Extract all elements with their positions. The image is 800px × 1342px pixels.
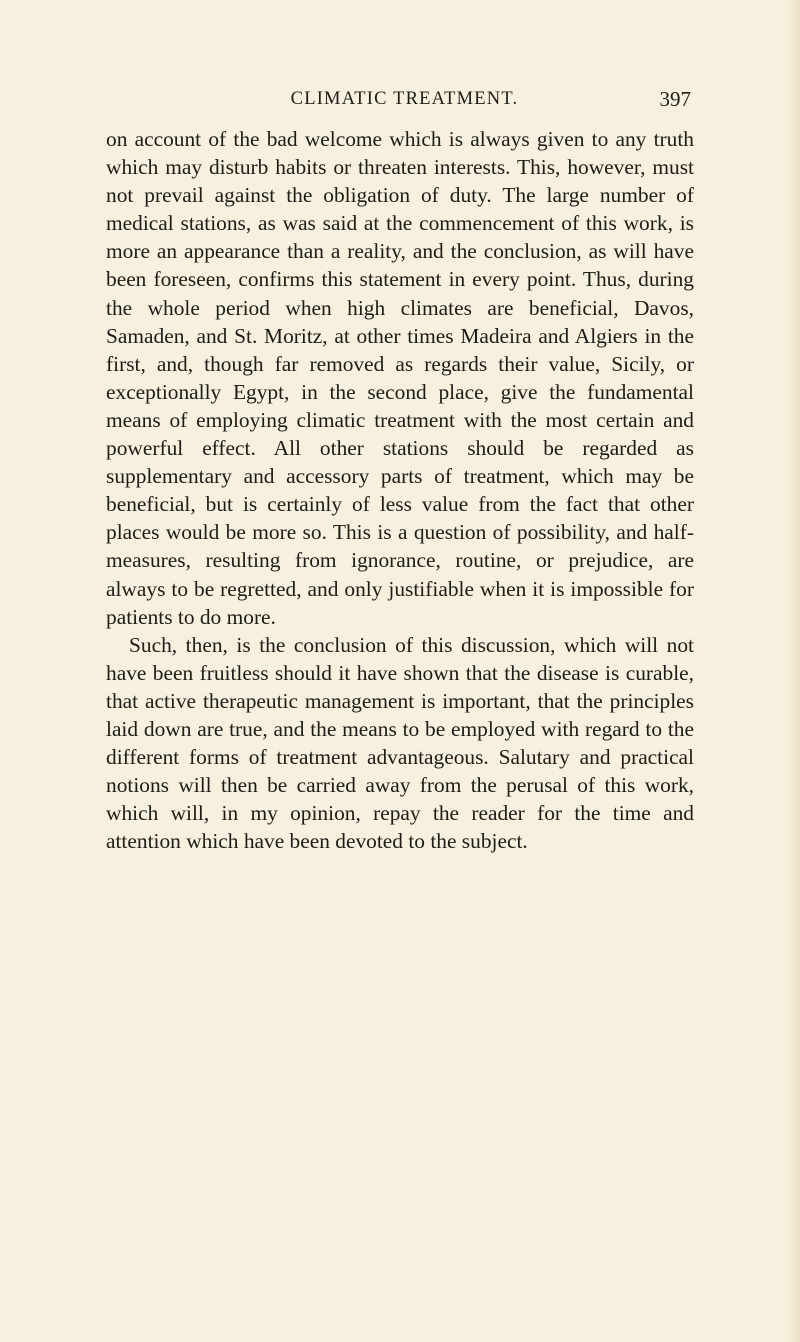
paragraph: on account of the bad welcome which is always given to any truth which may disturb habits or threaten interests. This, however, must not prevail against the obligation of duty. The large number of medical stations, as was said at the commencement of this work, is more an appearance than a reality, and the conclusion, as will have been foreseen, confirms this statement in every point. Thus, during the whole period when high climates are beneficial, Davos, Samaden, and St. Moritz, at other times Madeira and Algiers in the first, and, though far removed as regards their value, Sicily, or exceptionally Egypt, in the second place, give the fundamental means of employing climatic treatment with the most certain and powerful effect. All other stations should be regarded as supplementary and accessory parts of treatment, which may be beneficial, but is certainly of less value from the fact that other places would be more so. This is a question of possibility, and half-measures, resulting from ignorance, routine, or prejudice, are always to be regretted, and only justifiable when it is impossible for patients to do more. [106,127,694,629]
body-text [106,125,694,855]
paragraph: Such, then, is the conclusion of this discussion, which will not have been fruitless should it have shown that the disease is curable, that active therapeutic management is important, that the principles laid down are true, and the means to be employed with regard to the different forms of treatment advantageous. Salutary and practical notions will then be carried away from the perusal of this work, which will, in my opinion, repay the reader for the time and attention which have been devoted to the subject. [106,632,694,854]
page-number: 397 [659,87,691,111]
page-edge-shadow [786,0,800,1342]
page-header [118,84,691,114]
running-title: CLIMATIC TREATMENT. [290,89,519,109]
